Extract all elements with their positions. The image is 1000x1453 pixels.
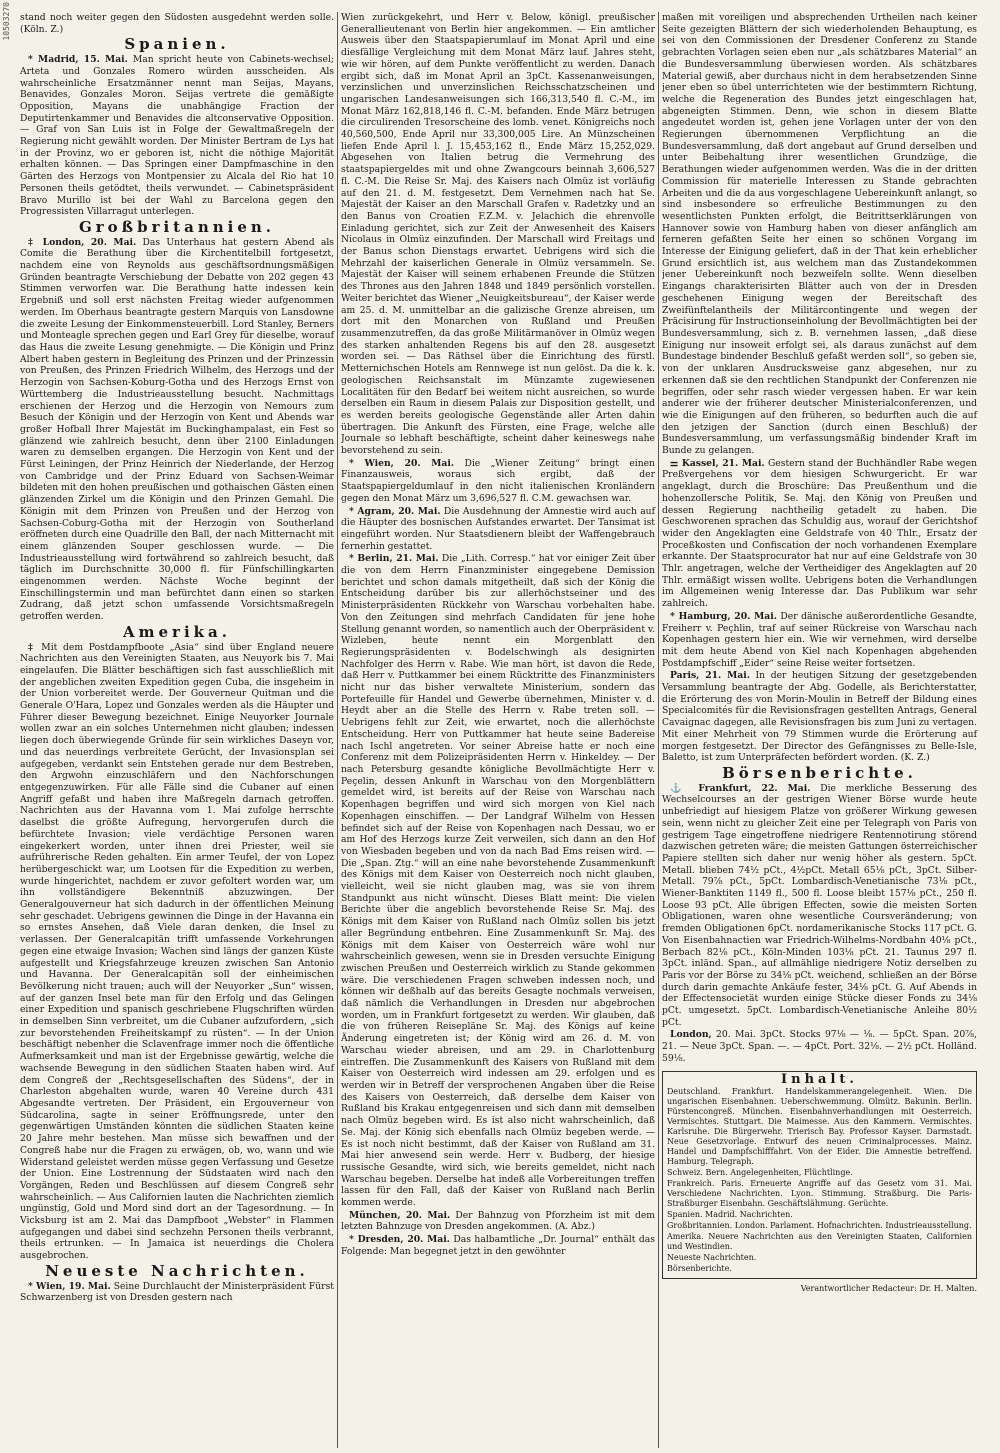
dateline: ⚓ Frankfurt, 22. Mai. — [670, 782, 811, 794]
dateline: ⚌ Kassel, 21. Mai. — [670, 457, 765, 469]
article-text: 20. Mai. 3pCt. Stocks 97⅛ — ⅛. — 5pCt. Span. 20⅞, 21. — Neue 3pCt. Span. —. — 4pCt. Port. 32⅛. — 2½ pCt. Holländ. 59⅛. — [662, 1029, 977, 1064]
article-text: Mit dem Postdampfboote „Asia“ sind über England neuere Nachrichten aus den Vereinigten Staaten, aus Neuyork bis 7. Mai eingelaufen. Die Blätter beschäftigen sich fast ausschließlich mit der angeblichen zweiten Expedition gegen Cuba, die insgeheim in der Union vorbereitet werde. Der Gouverneur Quitman und die Generale O'Hara, Lopez und Gonzales werden als die Häupter und Führer dieser Bewegung bezeichnet. Einige Neuyorker Journale wollen zwar an ein solches Unternehmen nicht glauben; indessen liegen doch überwiegende Gründe für sein wirkliches Daseyn vor, und das neuerdings verbreitete Gerücht, der Invasionsplan sei aufgegeben, verdankt sein Entstehen gerade nur dem Bestreben, den Argwohn einzuschläfern und den Nachforschungen entgegenzuwirken. Für alle Fälle sind die Cubaner auf einen Angriff gefaßt und haben ihre Maßregeln darnach getroffen. Nachrichten aus der Havanna vom 1. Mai zufolge herrschte daselbst die größte Aufregung, hervorgerufen durch die befürchtete Invasion; viele verdächtige Personen waren eingekerkert worden, unter ihnen drei Priester, weil sie aufrührerische Reden gehalten. Ein armer Teufel, der von Lopez herübergeschickt war, um Lootsen für die Expedition zu werben, wurde hingerichtet, nachdem er zuvor gefoltert worden war, um ihn vollständigere Bekenntniß abzuzwingen. Der Generalgouverneur hat sich dadurch in der öffentlichen Meinung sehr geschadet. Uebrigens gewinnen die Dinge in der Havanna ein so ernstes Ansehen, daß Viele daran denken, die Insel zu verlassen. Der Generalcapitän trifft umfassende Vorkehrungen gegen eine etwaige Invasion; Wachen sind längs der ganzen Küste aufgestellt und Kriegsfahrzeuge kreuzen zwischen San Antonio und Havanna. Der Generalcapitän soll der einheimischen Bevölkerung nicht trauen; auch will der Neuyorker „Sun“ wissen, auf der ganzen Insel bete man für den Erfolg und das Gelingen einer Expedition und spanisch geschriebene Flugschriften würden in demselben Sinn verbreitet, um die Cubaner aufzufordern, „sich zur bevorstehenden Freiheitskampf zu rüsten“. — In der Union beschäftigt nebenher die Sclavenfrage immer noch die öffentliche Aufmerksamkeit und man ist der Ergebnisse gewärtig, welche die wachsende Bewegung in den südlichen Staaten haben wird. Auf dem Congreß der „Rechtsgesellschaften des Südens“, der in Charleston abgehalten wurde, waren 40 Vereine durch 431 Abgesandte vertreten. Der Präsident, ein Ergouverneur von Südcarolina, sagte in seiner Eröffnungsrede, unter den gegenwärtigen Umständen könnten die südlichen Staaten keine 20 Jahre mehr bestehen. Man müsse sich bewaffnen und der Congreß habe nur die Fragen zu erwägen, ob, wo, wann und wie Widerstand geleistet werden müsse gegen Verfassung und Gesetze der Union. Eine Lostrennung der Südstaaten wird nach den Vorgängen, Reden und Beschlüssen auf diesem Congreß sehr wahrscheinlich. — Aus Californien lauten die Nachrichten ziemlich ungünstig, Gold und Mord sind dort an der Tagesordnung. — In Vicksburg ist am 2. Mai das Dampfboot „Webster“ in Flammen aufgegangen und dabei sind sechzehn Personen theils verbrannt, theils ertrunken. — In Jamaica ist neuerdings die Cholera ausgebrochen. — [20, 641, 334, 1262]
dateline: * Hamburg, 20. Mai. — [670, 610, 777, 622]
article-text: stand noch weiter gegen den Südosten ausgedehnt werden solle. (Köln. Z.) — [20, 12, 334, 35]
article-text: Die Ausdehnung der Amnestie wird auch auf die Häupter des bosnischen Aufstandes erwartet. Der Tansimat ist eingeführt worden. Nur Staatsdienern bleibt der Waffengebrauch fernerhin gestattet. — [341, 505, 656, 552]
dateline: * Agram, 20. Mai. — [349, 505, 441, 517]
article-paragraph — [20, 237, 334, 623]
article-paragraph — [341, 458, 655, 505]
dateline: * Wien, 19. Mai. — [28, 1280, 111, 1292]
article-paragraph — [341, 12, 655, 457]
toc-entry: Börsenberichte. — [667, 1263, 732, 1273]
article-text: maßen mit voreiligen und absprechenden Urtheilen nach keiner Seite gezeigten Blättern der sich wiederholenden Behauptung, es sei von den Commissionen der Dresdener Conferenz zu Stande gebrachten Vorlagen seien eben nur „als schätzbares Material“ an die Bundesversammlung überwiesen worden. Als schätzbares Material gewiß, aber durchaus nicht in dem herabsetzenden Sinne jener eben so übel unterrichteten wie der bestimmtern Richtung, welche die Regeneration des Bundes jetzt eingeschlagen hat, abgeneigten Stimmen. Denn, wie schon in diesem Blatte angedeutet worden ist, gehen jene Vorlagen unter der von den Regierungen übernommenen Verpflichtung an die Bundesversammlung, daß dort angebaut auf Grund derselben und unter Beibehaltung ihrer wesentlichen Grundzüge, die Berathungen wieder aufgenommen werden. Was die in der dritten Commission für materielle Interessen zu Stande gebrachten Arbeiten und die da aus vorgeschlagene Uebereinkunft anlangt, so sind insbesondere so erfreuliche Bestimmungen zu den wesentlichsten Punkten erfolgt, die Beitrittserklärungen von Hannover sowie von Hamburg haben von dieser anfänglich am ferneren gefaßten Seite her einen so schönen Vorgang im Interesse der Einigung geliefert, daß in der That kein erheblicher Grund ersichtlich ist, aus welchem man das Zustandekommen jener Uebereinkunft noch bezweifeln sollte. Wenn dieselben Eingangs charakterisirten Blätter auch von der in Dresden geschehenen Einigung wegen der Bereitschaft des Zweifünftelantheils der Militärcontingente und wegen der Präcisirung für Instructionseinholung der Bevollmächtigten bei der Bundesversammlung, sich z. B. vernehmen lassen, „daß diese Einigung nur insoweit erfolgt sei, als daraus zunächst auf dem Bundestage bindender Beschluß gefaßt werden soll“, so geben sie, von der unklaren Ausdrucksweise ganz abgesehen, nur zu erkennen daß sie den rechtlichen Standpunkt der Conferenzen nie begriffen, oder sehr rasch wieder vergessen haben. Er war kein anderer wie der früherer deutscher Ministerialconferenzen, und wie die Einigungen auf den früheren, so bedurften auch die auf den jetzigen der Sanction (durch einen Beschluß) der Bundesversammlung, um verfassungsmäßig bindender Kraft im Bunde zu gelangen. — [662, 12, 977, 457]
editor-credit: Verantwortlicher Redacteur: Dr. H. Malten. — [800, 1283, 977, 1293]
dateline: Paris, 21. Mai. — [670, 670, 750, 682]
dateline: ‡ — [28, 641, 36, 653]
toc-entry: Schweiz. Bern. Angelegenheiten, Flüchtlinge. — [667, 1167, 853, 1177]
article-paragraph — [662, 670, 977, 764]
article-paragraph — [20, 54, 334, 218]
section-heading: Neueste Nachrichten. — [45, 1261, 309, 1280]
section-heading: Spanien. — [124, 35, 230, 54]
section-heading: Amerika. — [123, 622, 231, 641]
article-paragraph — [662, 1029, 977, 1064]
article-paragraph — [341, 553, 655, 1208]
article-text: Das Unterhaus hat gestern Abend als Comite die Berathung über die Kirchentitelbill fortgesetzt, nachdem eine von Reynolds aus geschäftsordnungsmäßigen Gründen beantragte Verschiebung der Debatte von 202 gegen 43 Stimmen verworfen war. Die Berathung hatte indessen kein Ergebniß und soll erst nächsten Freitag wieder aufgenommen werden. Im Oberhaus beantragte gestern Marquis von Lansdowne die zweite Lesung der Einkommensteuerbill. Lord Stanley, Berners und Monteagle sprechen gegen und Earl Grey für dieselbe, worauf das Haus die zweite Lesung genehmigte. — Die Königin und Prinz Albert haben gestern in Begleitung des Prinzen und der Prinzessin von Preußen, des Prinzen Friedrich Wilhelm, des Herzogs und der Herzogin von Sachsen-Koburg-Gotha und des Herzogs Ernst von Württemberg die Industrieausstellung besucht. Nachmittags erschienen der Herzog und die Herzogin von Nemours zum Besuch der Königin und der Herzogin von Kent und Abends war großer Hofball Ihrer Majestät im Buckinghampalast, ein Fest so glänzend wie zahlreich besucht, denn über 2100 Einladungen waren zu demselben ergangen. Die Herzogin von Kent und der Fürst Leiningen, der Prinz Heinrich der Niederlande, der Herzog von Cambridge und der Prinz Eduard von Sachsen-Weimar bildeten mit den hohen preußischen und gothaischen Gästen einen glänzenden Zirkel um die Königin und den Prinzen Gemahl. Die Königin mit dem Prinzen von Preußen und der Herzog von Sachsen-Coburg-Gotha mit der Herzogin von Southerland eröffneten durch eine Quadrille den Ball, der nach Mitternacht mit einem glänzenden Souper geschlossen wurde. — Die Industrieausstellung wird fortwährend so zahlreich besucht, daß täglich im Durchschnitte 30,000 fl. für Fünfschillingkarten eingenommen werden. Nächste Woche beginnt der Einschillingstermin und man befürchtet dann einen so starken Zudrang, daß jetzt schon umfassende Vorsichtsmaßregeln getroffen werden. — [20, 236, 334, 623]
toc-entry: Frankreich. Paris. Erneuerte Angriffe auf das Gesetz vom 31. Mai. Verschiedene Nachrichten. Lyon. Stimmung. Straßburg. Die Paris-Straßburger Eisenbahn. Geschäftslähmung. Gerüchte. — [667, 1178, 972, 1208]
dateline: * Madrid, 15. Mai. — [28, 54, 128, 66]
dateline: * Dresden, 20. Mai. — [349, 1234, 450, 1246]
toc-entry: Neueste Nachrichten. — [667, 1252, 757, 1262]
article-paragraph — [662, 458, 977, 610]
dateline: * Wien, 20. Mai. — [349, 457, 455, 469]
article-text: In der heutigen Sitzung der gesetzgebenden Versammlung beantragte der Abg. Godelle, als Berichterstatter, die Erörterung des von Morin-Moulin in Betreff der Bildung eines Specialcomités für die Revisionsfragen gestellten Antrags, General Cavaignac dagegen, alle Revisionsfragen bis zum Juni zu vertagen. Mit einer Mehrheit von 79 Stimmen wurde die Erörterung auf morgen festgesetzt. Der Director des Gefängnisses zu Belle-Isle, Baletto, ist zum Unterpräfecten befördert worden. (K. Z.) — [662, 670, 977, 764]
dateline: München, 20. Mai. — [349, 1209, 451, 1221]
toc-entry: Spanien. Madrid. Nachrichten. — [667, 1209, 793, 1219]
article-paragraph — [662, 12, 977, 457]
archive-stamp: 10503270 — [2, 2, 11, 41]
article-paragraph — [20, 642, 334, 1262]
dateline: * Berlin, 21. Mai. — [349, 553, 439, 565]
article-paragraph — [662, 611, 977, 670]
article-text: Wien zurückgekehrt, und Herr v. Below, königl. preußischer Generallieutenant von Berlin hier angekommen. — Ein amtlicher Ausweis über den Staatspapierumlauf im Monat April und eine diesfällige Vergleichung mit dem Monat März lauf. Jahres steht, wie wir hören, auf dem Punkte veröffentlicht zu werden. Danach ergibt sich, daß im Monat April an 3pCt. Kassenanweisungen, verzinslichen und unverzinslichen Reichsschatzscheinen und ungarischen Landesanweisungen sich 166,313,540 fl. C.-M., im Monat März 162,818,146 fl. C.-M. befanden. Ende März betrugen die circulirenden Tresorscheine des lomb. venet. Königreichs noch 40,560,500, Ende April nur 33,300,005 Lire. An Münzscheinen liefen Ende April l. J. 15,453,162 fl., Ende März 15,252,029. Abgesehen von Italien betrug die Vermehrung des staatspapiergeldes mit und ohne Zwangcours beinnah 3,606,527 fl. C.-M. Die Reise Sr. Maj. des Kaisers nach Olmüz ist vorläufig auf den 21. d. M. festgesetzt. Dem Vernehmen nach hat Se. Majestät der Kaiser an den Marschall Grafen v. Radetzky und an den Banus von Croatien F.Z.M. v. Jelachich die ehrenvolle Einladung gerichtet, sich zur Zeit der Anwesenheit des Kaisers Nicolaus in Olmüz einzufinden. Der Marschall wird Freitags und der Banus schon Dienstags erwartet. Uebrigens wird sich die Mehrzahl der kaiserlichen Generale in Olmüz versammeln. Se. Majestät der Kaiser will seinem erhabenen Freunde die Stützen des Thrones aus den Jahren 1848 und 1849 persönlich vorstellen. Weiter berichtet das Wiener „Neuigkeitsbureau“, der Kaiser werde am 25. d. M. unmittelbar an die galizische Grenze abreisen, um dort mit den Monarchen von Rußland und Preußen zusammenzutreffen, da das große Militärmanöver in Olmüz wegen des starken anhaltenden Regens bis auf den 28. ausgesetzt worden sei. — Das Räthsel über die Einrichtung des fürstl. Metternichschen Hotels am Rennwege ist nun gelöst. Da die k. k. geologischen Reichsanstalt im Münzamte zugewiesenen Localitäten für den Bedarf bei weitem nicht ausreichen, so wurde derselben ein Raum in diesem Palais zur Disposition gestellt, und es werden bereits geologische Gegenstände aller Arten dahin übertragen. Die Ankunft des Fürsten, eine Frage, welche alle Journale so lebhaft beschäftigte, scheint daher keineswegs nahe bevorstehend zu sein. — [341, 12, 655, 457]
dateline: ‡ London, 20. Mai. — [28, 236, 137, 248]
article-text: Die „Lith. Corresp.“ hat vor einiger Zeit über die von dem Herrn Finanzminister eingegebene Demission berichtet und schon damals mitgetheilt, daß sich der König die Entscheidung darüber bis zur allerhöchstseiner und des Ministerpräsidenten Rückkehr von Warschau vorbehalten habe. Von den Zeitungen sind mehrfach Candidaten für jene hohe Stellung genannt worden, so namentlich auch der Oberpräsident v. Wizleben, heute nennt ein Morgenblatt den Regierungspräsidenten v. Bodelschwingh als designirten Nachfolger des Herrn v. Rabe. Wie man hört, ist davon die Rede, daß Herr v. Puttkammer bei einem Rücktritte des Finanzministers nicht nur das bisher verwaltete Ministerium, sondern das Portefeuille für Handel und Gewerbe übernehmen, Minister v. d. Heydt aber an die Stelle des Herrn v. Rabe treten soll. — Uebrigens fehlt zur Zeit, wie erwartet, noch die allerhöchste Entscheidung. Herr von Puttkammer hat heute seine Badereise nach Ischl angetreten. Vor seiner Abreise hatte er noch eine Conferenz mit dem Polizeipräsidenten Herrn v. Hinkeldey. — Der nach Petersburg gesandte königliche Bevollmächtigte Herr v. Peçelin, dessen Ankunft in Warschau von den Morgenblättern gemeldet wird, ist bereits auf der Reise von Warschau nach Kopenhagen begriffen und wird sich morgen von Kiel nach Kopenhagen einschiffen. — Der Landgraf Wilhelm von Hessen befindet sich auf der Reise von Kopenhagen nach Dessau, wo er am Hof des Herzogs kurze Zeit verweilen, sich dann an den Hof von Wiesbaden begeben und von da nach Bad Ems reisen wird. — Die „Span. Ztg.“ will an eine nahe bevorstehende Zusammenkunft des Königs mit dem Kaiser von Oesterreich noch nicht glauben, vielleicht, weil sie nicht glauben mag, was sie von ihrem Standpunkt aus nicht wünscht. Dieses Blatt meint: Die vielen Berichte über die angeblich bevorstehende Reise Sr. Maj. des Königs mit dem Kaiser von Rußland nach Olmüz sollen bis jetzt aller Begründung entbehren. Eine Zusammenkunft Sr. Maj. des Königs mit dem Kaiser von Oesterreich wäre wohl nur wahrscheinlich gewesen, wenn sie in Dresden versuchte Einigung zwischen Preußen und Oesterreich wirklich zu Stande gekommen wäre. Die verschiedenen Fragen schweben indessen noch, und können wir deßhalb auf das bereits Gesagte nochmals verweisen, daß nämlich die Verhandlungen in Dresden nur abgebrochen worden, um in Frankfurt fortgesetzt zu werden. Wir glauben, daß die von früheren Reisepläne Sr. Maj. des Königs auf keine Änderung eingetreten ist; der König wird am 26. d. M. von Warschau wieder abreisen, und am 29. in Charlottenburg eintreffen. Die Zusammenkunft des Kaisers von Rußland mit dem Kaiser von Oesterreich wird indessen am 29. erfolgen und es werden wir in Betreff der versprochenen Angaben über die Reise des Kaisers von Oesterreich, daß derselbe dem Kaiser von Rußland bis Krakau entgegenreisen und sich dann mit demselben nach Olmüz begeben wird. Es ist also nicht wahrscheinlich, daß Se. Maj. der König sich ebenfalls nach Olmüz begeben werde. — Es ist noch nicht bestimmt, daß der Kaiser von Rußland am 31. Mai hier anwesend sein werde. Herr v. Budberg, der hiesige russische Gesandte, wird sich, wie bereits gemeldet, nicht nach Warschau begeben. Derselbe hat indeß alle Vorbereitungen treffen lassen für den Fall, daß der Kaiser von Rußland nach Berlin kommen werde. — [341, 553, 655, 1209]
article-paragraph — [341, 1234, 655, 1257]
article-text: Die „Wiener Zeitung“ bringt einen Finanzausweis, woraus sich ergibt, daß der Staatspapiergeldumlauf in den nicht italienischen Kronländern gegen den Monat März um 3,696,527 fl. C.M. gewachsen war. — [341, 457, 655, 504]
column-1 — [20, 12, 338, 1448]
toc-entry: Deutschland. Frankfurt. Handelskammerangelegenheit. Wien. Die ungarischen Eisenbahnen. Ueberschwemmung. Olmütz. Bakunin. Berlin. Fürstencongreß. München. Eisenbahnverhandlungen mit Oesterreich. Vermischtes. Stuttgart. Die Maimesse. Aus den Kammern. Vermischtes. Karlsruhe. Die Bürgerwehr. Trierisch Bay. Professor Kayser. Darmstadt. Neue Gesetzvorlage. Entwurf des neuen Criminalprocesses. Mainz. Handel und Dampfschifffahrt. Von der Eider. Die Amnestie betreffend. Hamburg. Telegraph. — [667, 1086, 972, 1166]
column-3 — [662, 12, 980, 1448]
newspaper-page — [20, 12, 980, 1448]
article-text: Gestern stand der Buchhändler Rabe wegen Preßvergehens vor dem hiesigen Schwurgericht. Er war angeklagt, durch die Broschüre: Das Preußenthum und die hohenzollersche Politik, Se. Maj. den König von Preußen und dessen Regierung nachtheilig getadelt zu haben. Die Geschworenen sprachen das Schuldig aus, worauf der Gerichtshof wider den Angeklagten eine Geldstrafe von 40 Thlr., Ersatz der Proceßkosten und Confiscation der noch vorhandenen Exemplare erkannte. Der Staatsprocurator hat nur auf eine Geldstrafe von 30 Thlr. angetragen, welche der Vertheidiger des Angeklagten auf 20 Thlr. ermäßigt wissen wollte. Uebrigens boten die Verhandlungen im Allgemeinen wenig Interesse dar. Das Publikum war sehr zahlreich. — [662, 457, 978, 610]
toc-title: Inhalt. — [781, 1071, 858, 1087]
table-of-contents — [662, 1071, 977, 1279]
article-text: Seine Durchlaucht der Ministerpräsident Fürst Schwarzenberg ist von Dresden gestern nach — [20, 1280, 334, 1304]
dateline: London, — [670, 1029, 712, 1041]
article-text: Das halbamtliche „Dr. Journal“ enthält das Folgende: Man begegnet jetzt in den gewöhnter — [341, 1234, 655, 1257]
column-2 — [341, 12, 659, 1448]
article-paragraph — [341, 1210, 655, 1233]
article-text: Die merkliche Besserung des Wechselcourses an der gestrigen Wiener Börse wurde heute unbefriedigt auf hiesigem Platze von größerer Wirkung gewesen sein, wenn nicht zu gleicher Zeit eine per Telegraph von Paris von gestrigem Tage eingetroffene niedrigere Rentennotirung störend dazwischen getreten wäre; die meisten Gattungen österreichischer Papiere stellten sich daher nur wenig höher als gestern. 5pCt. Metall. blieben 74½ pCt., 4½pCt. Metall 65⅛ pCt., 3pCt. Silber-Metall. 79⅞ pCt., 5pCt. Lombardisch-Venetianische 73⅛ pCt., Wiener-Banktiten 1149 fl., 500 fl. Loose bleibt 157⅛ pCt., 250 fl. Loose 93 pCt. Alle übrigen Effecten, sowie die meisten Sorten Obligationen, waren ohne wesentliche Coursveränderung; von fremden Obligationen 6pCt. nordamerikanische Stocks 117 pCt. G. Von Eisenbahnactien war Friedrich-Wilhelms-Nordbahn 40⅛ pCt., Berbach 82⅛ pCt., Köln-Minden 103⅛ pCt. 21. Taunus 297 fl. 3pCt. inländ. Span., auf allmählige niedrigere Notiz derselben zu Paris vor der Börse zu 34⅛ pCt. weichend, schließen an der Börse durch darin gemachte Ankäufe fester, 34⅛ pCt. G. Auf Abends in der Effectensocietät wurden einige Stücke dieser Fonds zu 34⅛ pCt. umgesetzt. 5pCt. Lombardisch-Venetianische Anleihe 80½ pCt. — [662, 782, 977, 1028]
article-paragraph — [341, 506, 655, 553]
toc-entry: Amerika. Neuere Nachrichten aus den Vereinigten Staaten, Californien und Westindien. — [667, 1231, 972, 1251]
article-text: Man spricht heute von Cabinets-wechsel; Arteta und Gonzales Romero würden ausscheiden. Als wahrscheinliche Ersatzmänner nennt man Seijas, Mayans, Benavides, Gonzales Moron. Seijas vertrete die gemäßigte Opposition, Mayans die unabhängige Fraction der Deputirtenkammer und Benavides die altconservative Opposition. — Graf von San Luis ist in Folge der Gewaltmaßregeln der Regierung nicht gewählt worden. Der Minister Bertram de Lys hat in der Provinz, wo er geboren ist, nicht die nöthige Majorität erhalten können. — Das Springen einer Dampfmaschine in den Gärten des Herzogs von Montpensier zu Alcala del Rio hat 10 Personen theils getödtet, theils verwundet. — Cabinetspräsident Bravo Murillo ist bei der Wahl zu Barcelona gegen den Progressisten Villarragut unterlegen. — [20, 54, 334, 218]
article-text: Der dänische außerordentliche Gesandte, Freiherr v. Peçhlin, traf auf seiner Rückreise von Warschau nach Kopenhagen gestern hier ein. Wie wir vernehmen, wird derselbe mit dem heute Abend von Kiel nach Kopenhagen abgehenden Postdampfschiff „Eider“ seine Reise weiter fortsetzen. — [662, 610, 977, 669]
toc-entry: Großbritannien. London. Parlament. Hofnachrichten. Industrieausstellung. — [667, 1220, 972, 1230]
section-heading: Großbritannien. — [78, 217, 276, 236]
article-text: Der Bahnzug von Pforzheim ist mit dem letzten Bahnzuge von Dresden angekommen. (A. Abz.) — [341, 1209, 655, 1233]
section-heading: Börsenberichte. — [722, 764, 917, 782]
article-paragraph — [20, 1281, 334, 1304]
article-paragraph — [20, 12, 334, 35]
article-paragraph — [662, 783, 977, 1029]
